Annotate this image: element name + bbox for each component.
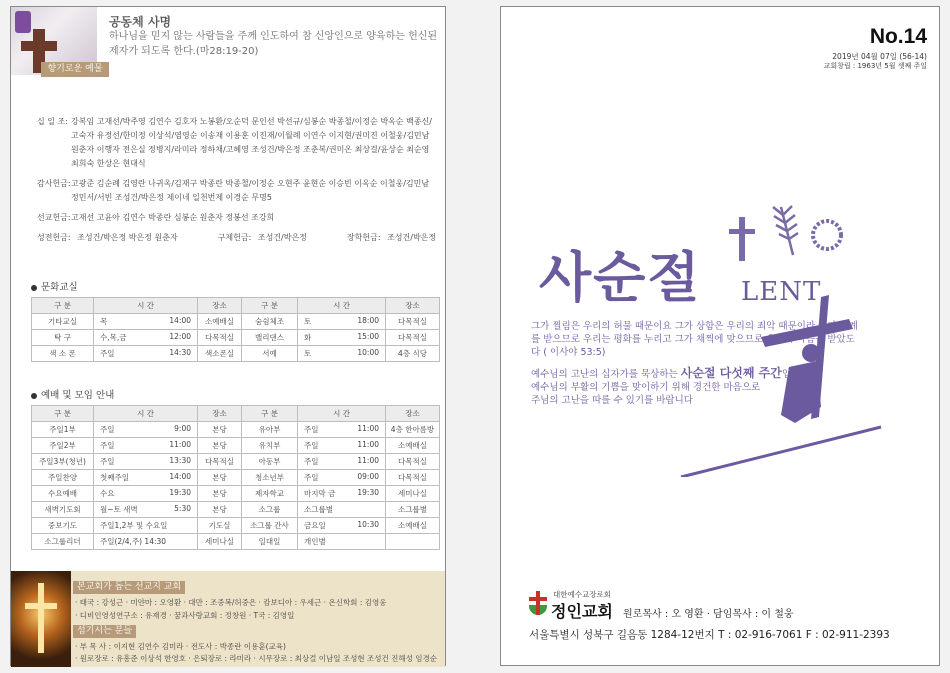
service-cell: 중보기도 xyxy=(32,518,94,534)
class-time-part: 18:00 xyxy=(357,316,379,325)
tithe-label: 십 일 조: xyxy=(37,117,68,126)
class-cell: 다목적실 xyxy=(198,330,242,346)
service-cell: 4층 한아름방 xyxy=(386,422,440,438)
lent-english-title: LENT xyxy=(741,277,822,307)
pastors: 원로목사 : 오 영환 · 담임목사 : 이 철웅 xyxy=(623,609,794,620)
service-time-part: 11:00 xyxy=(169,440,191,449)
class-cell: 소예배실 xyxy=(198,314,242,330)
class-section-title: 문화교실 xyxy=(31,279,78,293)
service-time-cell xyxy=(298,470,386,486)
service-time-part: 주일 xyxy=(304,425,319,434)
service-cell: 다목적실 xyxy=(386,454,440,470)
service-header-cell: 시 간 xyxy=(298,406,386,422)
scripture-verse: 그가 찔림은 우리의 허물 때문이요 그가 상함은 우리의 죄악 때문이라 그가 징계를 받으므로 우리는 평화를 누리고 그가 채찍에 맞으므로 우리가 나음을 받았도다 ( 이사야 53:5) xyxy=(531,321,858,358)
service-header-row xyxy=(32,406,440,422)
thanks-label: 감사헌금: xyxy=(37,179,71,188)
service-header-cell: 구 분 xyxy=(32,406,94,422)
class-header-cell: 시 간 xyxy=(94,298,198,314)
service-table xyxy=(31,405,440,550)
class-cell: 다목적실 xyxy=(386,330,440,346)
service-row xyxy=(32,438,440,454)
service-time-part: 개인별 xyxy=(304,537,326,546)
misc-offering-row xyxy=(37,231,437,245)
service-time-cell xyxy=(94,470,198,486)
service-cell: 소그룹 xyxy=(242,502,298,518)
class-time-part: 15:00 xyxy=(357,332,379,341)
mission-text: 하나님을 믿지 않는 사람들을 주께 인도하여 참 신앙인으로 양육하는 헌신된 제자가 되도록 한다.(마28:19-20) xyxy=(109,31,438,57)
service-cell: 소예배실 xyxy=(386,518,440,534)
offering-section-tag: 향기로운 예물 xyxy=(41,62,109,77)
service-cell: 본당 xyxy=(198,422,242,438)
service-row xyxy=(32,518,440,534)
class-header-cell: 구 분 xyxy=(32,298,94,314)
class-time-part: 화 xyxy=(304,333,312,342)
service-body xyxy=(32,422,440,550)
class-time-cell xyxy=(298,314,386,330)
tithe-row xyxy=(37,115,437,171)
service-cell: 소그룹 간사 xyxy=(242,518,298,534)
service-cell: 유아부 xyxy=(242,422,298,438)
service-cell: 유치부 xyxy=(242,438,298,454)
service-time-part: 9:00 xyxy=(174,424,191,433)
service-cell: 주일3부(청년) xyxy=(32,454,94,470)
service-time-part: 11:00 xyxy=(357,424,379,433)
service-time-cell xyxy=(94,454,198,470)
church-cross-logo xyxy=(529,591,547,615)
service-cell: 다목적실 xyxy=(386,470,440,486)
church-name: 정인교회 xyxy=(551,602,613,621)
class-time-cell xyxy=(94,346,198,362)
class-cell: 색 소 폰 xyxy=(32,346,94,362)
service-time-cell xyxy=(298,534,386,550)
relief-names: 조성건/박은정 xyxy=(257,233,307,242)
class-row xyxy=(32,314,440,330)
service-time-part: 마지막 금 xyxy=(304,489,336,498)
issue-number: No.14 xyxy=(869,25,927,48)
service-cell: 청소년부 xyxy=(242,470,298,486)
class-header-row xyxy=(32,298,440,314)
church-founded: 교회창립 : 1963년 5월 셋째 주일 xyxy=(823,62,927,70)
denomination: 대한예수교장로회 xyxy=(553,590,611,599)
class-time-part: 14:30 xyxy=(169,348,191,357)
service-cell: 세미나실 xyxy=(198,534,242,550)
class-time-part: 주일 xyxy=(100,349,115,358)
service-time-cell xyxy=(298,518,386,534)
service-time-cell xyxy=(298,422,386,438)
offering-list xyxy=(37,115,437,251)
mission-offering-row xyxy=(37,211,437,225)
service-row xyxy=(32,534,440,550)
service-time-part: 11:00 xyxy=(357,440,379,449)
church-address: 서울특별시 성북구 길음동 1284-12번지 T : 02-916-7061 F : 02-911-2393 xyxy=(529,629,890,641)
class-cell: 숨쉼체조 xyxy=(242,314,298,330)
mission-offering-names: 고재선 고윤아 김연수 박종란 심봉순 원춘자 정봉선 조강희 xyxy=(71,213,275,222)
service-cell: 기도실 xyxy=(198,518,242,534)
service-cell: 본당 xyxy=(198,470,242,486)
service-time-part: 19:30 xyxy=(357,488,379,497)
service-time-part: 5:30 xyxy=(174,504,191,513)
mission-header xyxy=(11,7,445,77)
service-cell: 일대일 xyxy=(242,534,298,550)
service-time-part: 09:00 xyxy=(357,472,379,481)
service-header-cell: 장소 xyxy=(386,406,440,422)
class-row xyxy=(32,330,440,346)
servants-line-2: · 원로장로 : 유흥준 이상석 한영호 · 은퇴장로 : 라미라 · 시무장로 : 최상걸 이남일 조성현 조성건 진해성 임경순 xyxy=(75,654,437,663)
class-cell: 4층 식당 xyxy=(386,346,440,362)
service-cell: 소그룹별 xyxy=(386,502,440,518)
service-row xyxy=(32,502,440,518)
service-cell: 아동부 xyxy=(242,454,298,470)
class-time-part: 토 xyxy=(304,349,312,358)
service-cell: 제자학교 xyxy=(242,486,298,502)
relief-label: 구제헌금: xyxy=(217,233,252,242)
servants-line-1: · 부 목 사 : 이지현 김연수 김미라 · 전도사 : 박종란 이용훈(교육) xyxy=(75,642,286,651)
service-time-cell xyxy=(298,486,386,502)
class-time-part: 목 xyxy=(100,317,108,326)
glowing-cross-photo xyxy=(11,571,71,667)
service-cell: 본당 xyxy=(198,438,242,454)
mission-offering-label: 선교헌금: xyxy=(37,213,71,222)
service-header-cell: 시 간 xyxy=(94,406,198,422)
service-header-cell: 장소 xyxy=(198,406,242,422)
service-row xyxy=(32,422,440,438)
service-time-cell xyxy=(94,534,198,550)
class-header-cell: 시 간 xyxy=(298,298,386,314)
service-cell: 새벽기도회 xyxy=(32,502,94,518)
scholarship-label: 장학헌금: xyxy=(346,233,381,242)
service-time-part: 첫째주일 xyxy=(100,473,129,482)
service-time-cell xyxy=(298,454,386,470)
service-time-cell xyxy=(94,486,198,502)
bulletin-cover-page xyxy=(500,6,940,666)
class-time-cell xyxy=(298,330,386,346)
thanks-names: 고광준 김순례 김영란 나귀옥/김재구 박종란 박종철/이정순 오현주 윤현순 이승빈 이옥순 이철웅/김민남 정민서/서빈 조성건/박은정 제이네 일천번제 이경순 무명5 xyxy=(71,179,430,202)
service-cell: 주일2부 xyxy=(32,438,94,454)
class-header-cell: 구 분 xyxy=(242,298,298,314)
service-time-cell xyxy=(94,438,198,454)
class-cell: 기타교실 xyxy=(32,314,94,330)
class-time-cell xyxy=(94,330,198,346)
service-time-cell xyxy=(94,502,198,518)
lent-korean-title: 사순절 xyxy=(539,245,702,309)
missionaries-title: 본교회가 돕는 선교지 교회 xyxy=(73,581,185,594)
service-row xyxy=(32,470,440,486)
service-cell: 주일찬양 xyxy=(32,470,94,486)
service-time-part: 주일 xyxy=(304,457,319,466)
class-time-part: 14:00 xyxy=(169,316,191,325)
service-time-part: 주일 xyxy=(304,441,319,450)
service-cell: 소그룹리더 xyxy=(32,534,94,550)
missionaries-line-1: · 태국 : 강성근 · 미얀마 : 오영환 · 대만 : 조중복/허중은 · 캄보디아 : 우세근 · 온신학회 : 김영웅 xyxy=(75,598,387,607)
service-time-part: 10:30 xyxy=(357,520,379,529)
service-time-part: 19:30 xyxy=(169,488,191,497)
class-time-part: 토 xyxy=(304,317,312,326)
class-row xyxy=(32,346,440,362)
construction-label: 성전헌금: xyxy=(37,233,71,242)
service-time-part: 금요일 xyxy=(304,521,326,530)
class-header-cell: 장소 xyxy=(198,298,242,314)
class-cell: 밸리댄스 xyxy=(242,330,298,346)
service-cell: 수요예배 xyxy=(32,486,94,502)
service-cell: 소예배실 xyxy=(386,438,440,454)
service-time-part: 주일(2/4,주) 14:30 xyxy=(100,537,167,546)
missionaries-line-2: · 디비인영성연구소 : 유재경 · 꿈과사랑교회 : 정창원 · T국 : 김영일 xyxy=(75,611,295,620)
service-cell xyxy=(386,534,440,550)
service-time-part: 주일 xyxy=(100,457,115,466)
lent-week-message: 예수님의 고난의 십자가를 묵상하는 사순절 다섯째 주간입니다. 예수님의 부활의 기쁨을 맞이하기 위해 경건한 마음으로 주님의 고난을 따를 수 있기를 바랍니다 xyxy=(531,366,813,406)
class-time-cell xyxy=(94,314,198,330)
class-cell: 탁 구 xyxy=(32,330,94,346)
class-time-part: 12:00 xyxy=(169,332,191,341)
service-section-title: 예배 및 모임 안내 xyxy=(31,387,114,401)
construction-names: 조성건/박은정 박은정 원춘자 xyxy=(77,233,178,242)
service-cell: 세미나실 xyxy=(386,486,440,502)
service-cell: 본당 xyxy=(198,486,242,502)
missions-box xyxy=(11,571,445,667)
scholarship-names: 조성건/박은정 xyxy=(387,233,437,242)
mission-title: 공동체 사명 xyxy=(109,15,172,29)
service-time-cell xyxy=(94,518,198,534)
service-time-part: 11:00 xyxy=(357,456,379,465)
service-time-cell xyxy=(94,422,198,438)
thanks-row xyxy=(37,177,437,205)
class-body xyxy=(32,314,440,362)
class-cell: 다목적실 xyxy=(386,314,440,330)
class-time-cell xyxy=(298,346,386,362)
service-time-cell xyxy=(298,438,386,454)
service-cell: 본당 xyxy=(198,502,242,518)
servants-title: 섬기시는 분들 xyxy=(73,625,136,638)
class-time-part: 10:00 xyxy=(357,348,379,357)
service-row xyxy=(32,454,440,470)
service-row xyxy=(32,486,440,502)
tithe-names: 강복임 고재선/박주영 김연수 김호자 노봉환/오순덕 문인선 박선규/심봉순 박종철/이정순 박옥순 백종신/고숙자 유정선/한미정 이상석/염영순 이송재 이용훈 이진재/이월례 이연수 이지현/권미진 이철웅/김민남 원춘자 이행자 전은실 정병지/라미라 정하채/고혜영 조성건/박은정 조춘복/권미온 최상걸/윤상순 최순영 최희숙 한상은 현대식 xyxy=(71,117,432,168)
service-time-cell xyxy=(298,502,386,518)
service-cell: 주일1부 xyxy=(32,422,94,438)
class-table xyxy=(31,297,440,362)
service-time-part: 주일 xyxy=(100,441,115,450)
class-cell: 색소폰실 xyxy=(198,346,242,362)
service-time-part: 주일 xyxy=(100,425,115,434)
service-time-part: 주일 xyxy=(304,473,319,482)
service-header-cell: 구 분 xyxy=(242,406,298,422)
service-cell: 다목적실 xyxy=(198,454,242,470)
lent-week-emphasis: 사순절 다섯째 주간 xyxy=(680,366,782,380)
service-time-part: 13:30 xyxy=(169,456,191,465)
service-time-part: 소그룹별 xyxy=(304,505,333,514)
issue-date: 2019년 04월 07일 (56-14) xyxy=(832,52,927,61)
class-header-cell: 장소 xyxy=(386,298,440,314)
class-cell: 서예 xyxy=(242,346,298,362)
service-time-part: 수요 xyxy=(100,489,115,498)
service-time-part: 주일1,2부 및 수요일 xyxy=(100,521,168,530)
class-time-part: 수,목,금 xyxy=(100,333,127,342)
service-time-part: 14:00 xyxy=(169,472,191,481)
bulletin-inner-page xyxy=(10,6,446,666)
service-time-part: 월~토 새벽 xyxy=(100,505,138,514)
